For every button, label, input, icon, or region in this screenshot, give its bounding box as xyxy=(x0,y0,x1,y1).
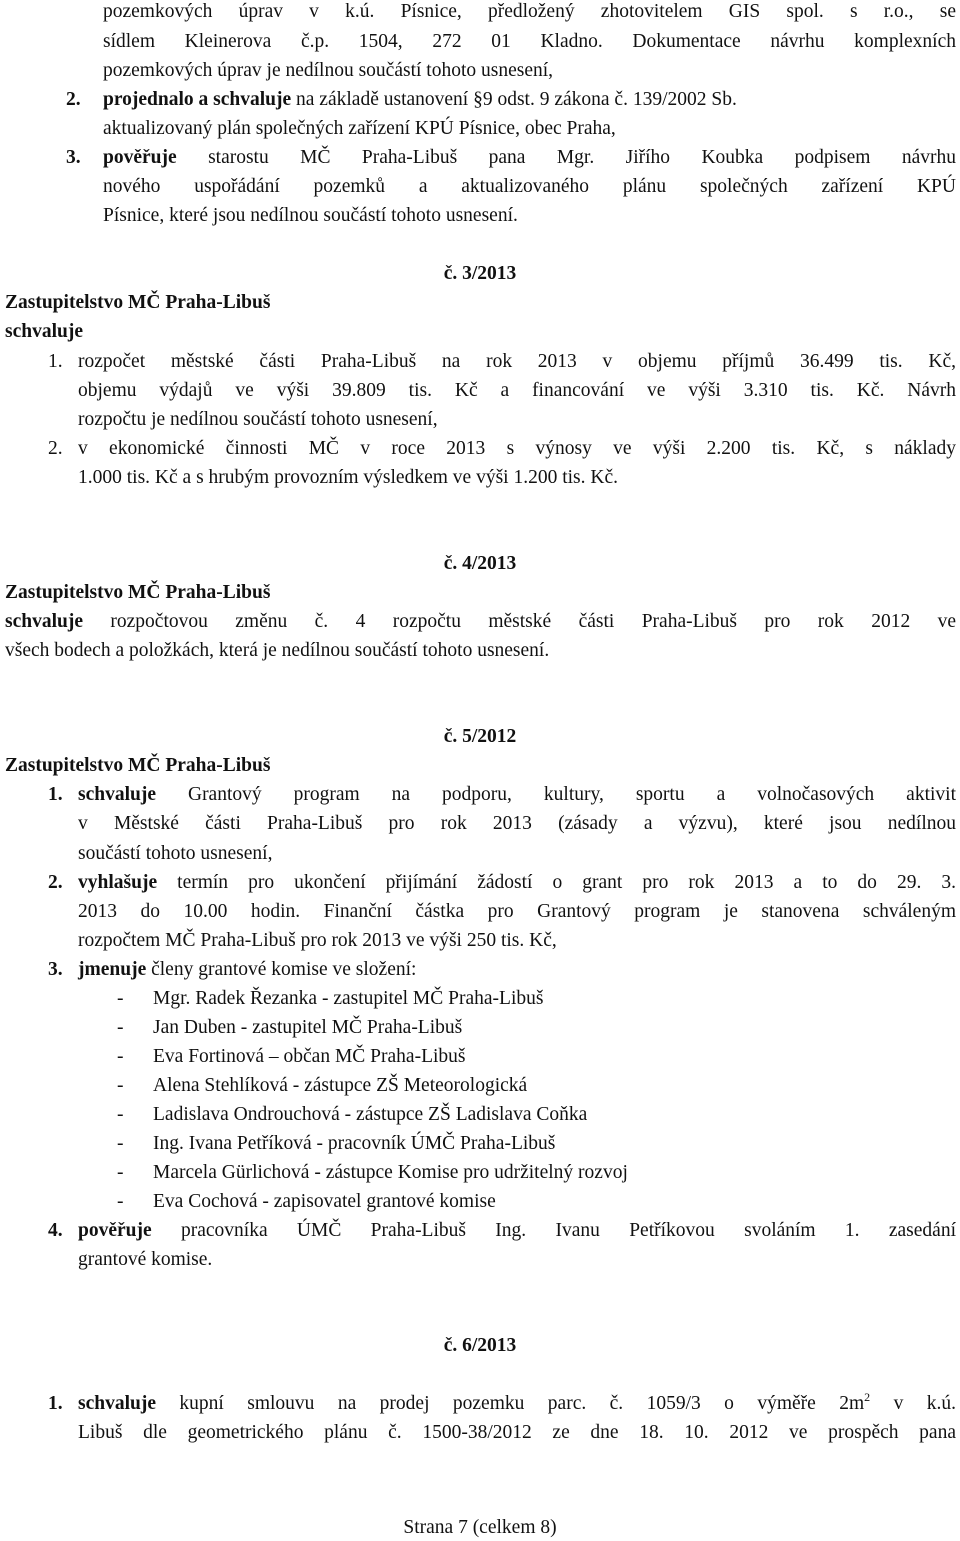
paragraph-line: objemu výdajů ve výši 39.809 tis. Kč a financování ve výši 3.310 tis. Kč. Návrh xyxy=(78,380,956,401)
text: rozpočtovou změnu č. 4 rozpočtu městské části Praha-Libuš pro rok 2012 ve xyxy=(83,611,956,632)
member-item: Marcela Gürlichová - zástupce Komise pro udržitelný rozvoj xyxy=(153,1162,628,1183)
paragraph-line xyxy=(78,785,956,805)
paragraph-line: Písnice, které jsou nedílnou součástí tohoto usnesení. xyxy=(103,205,518,226)
resolution-body: Zastupitelstvo MČ Praha-Libuš xyxy=(5,292,271,313)
text: Grantový program na podporu, kultury, sportu a volnočasových aktivit xyxy=(156,784,956,805)
verb: pověřuje xyxy=(103,147,177,168)
verb: jmenuje xyxy=(78,959,147,980)
list-dash: - xyxy=(117,1191,124,1212)
paragraph-line: rozpočtem MČ Praha-Libuš pro rok 2013 ve výši 250 tis. Kč, xyxy=(78,930,557,951)
verb: schvaluje xyxy=(78,1393,156,1414)
paragraph-line: sídlem Kleinerova č.p. 1504, 272 01 Kladno. Dokumentace návrhu komplexních xyxy=(103,31,956,52)
item-number: 3. xyxy=(48,959,63,980)
verb: projednalo a schvaluje xyxy=(103,89,292,110)
list-dash: - xyxy=(117,1017,124,1038)
paragraph-line xyxy=(103,148,956,168)
paragraph-line: v Městské části Praha-Libuš pro rok 2013 (zásady a výzvu), které jsou nedílnou xyxy=(78,813,956,834)
paragraph-line: všech bodech a položkách, která je nedílnou součástí tohoto usnesení. xyxy=(5,640,550,661)
resolution-body: Zastupitelstvo MČ Praha-Libuš xyxy=(5,755,271,776)
paragraph-line xyxy=(103,90,737,110)
verb: pověřuje xyxy=(78,1220,152,1241)
text: starostu MČ Praha-Libuš pana Mgr. Jiřího Koubka podpisem návrhu xyxy=(176,147,956,168)
resolution-number: č. 6/2013 xyxy=(443,1335,517,1356)
paragraph-line xyxy=(78,1221,956,1241)
paragraph-line: Libuš dle geometrického plánu č. 1500-38/2012 ze dne 18. 10. 2012 ve prospěch pana xyxy=(78,1422,956,1443)
paragraph-line: pozemkových úprav je nedílnou součástí tohoto usnesení, xyxy=(103,60,554,81)
resolution-verb: schvaluje xyxy=(5,321,83,342)
text: termín pro ukončení přijímání žádostí o grant pro rok 2013 a to do 29. 3. xyxy=(157,872,956,893)
paragraph-line: pozemkových úprav v k.ú. Písnice, předložený zhotovitelem GIS spol. s r.o., se xyxy=(103,1,956,22)
paragraph-line: aktualizovaný plán společných zařízení KPÚ Písnice, obec Praha, xyxy=(103,118,616,139)
item-number: 2. xyxy=(66,89,81,110)
item-number: 1. xyxy=(48,1393,63,1414)
paragraph-line: rozpočtu je nedílnou součástí tohoto usnesení, xyxy=(78,409,438,430)
member-item: Mgr. Radek Řezanka - zastupitel MČ Praha-Libuš xyxy=(153,988,544,1009)
resolution-body: Zastupitelstvo MČ Praha-Libuš xyxy=(5,582,271,603)
paragraph-line: nového uspořádání pozemků a aktualizovaného plánu společných zařízení KPÚ xyxy=(103,176,956,197)
paragraph-line: 2013 do 10.00 hodin. Finanční částka pro Grantový program je stanovena schváleným xyxy=(78,901,956,922)
paragraph-line: grantové komise. xyxy=(78,1249,213,1270)
paragraph-line: v ekonomické činnosti MČ v roce 2013 s výnosy ve výši 2.200 tis. Kč, s náklady xyxy=(78,438,956,459)
member-item: Alena Stehlíková - zástupce ZŠ Meteorologická xyxy=(153,1075,528,1096)
member-item: Ladislava Ondrouchová - zástupce ZŠ Ladislava Coňka xyxy=(153,1104,588,1125)
item-number: 1. xyxy=(48,784,63,805)
paragraph-line xyxy=(78,1390,957,1414)
paragraph-line xyxy=(78,960,416,980)
member-item: Ing. Ivana Petříková - pracovník ÚMČ Praha-Libuš xyxy=(153,1133,556,1154)
member-item: Eva Fortinová – občan MČ Praha-Libuš xyxy=(153,1046,466,1067)
list-dash: - xyxy=(117,1162,124,1183)
list-dash: - xyxy=(117,1075,124,1096)
verb: vyhlašuje xyxy=(78,872,158,893)
item-number: 1. xyxy=(48,351,63,372)
item-number: 2. xyxy=(48,438,63,459)
page-footer: Strana 7 (celkem 8) xyxy=(403,1517,557,1538)
paragraph-line: součástí tohoto usnesení, xyxy=(78,843,273,864)
text: kupní smlouvu na prodej pozemku parc. č. 1059/3 o výměře 2m xyxy=(156,1393,865,1414)
verb: schvaluje xyxy=(78,784,156,805)
text: členy grantové komise ve složení: xyxy=(146,959,417,980)
list-dash: - xyxy=(117,1046,124,1067)
item-number: 4. xyxy=(48,1220,63,1241)
resolution-number: č. 3/2013 xyxy=(443,263,517,284)
superscript: 2 xyxy=(864,1390,871,1404)
paragraph-line: 1.000 tis. Kč a s hrubým provozním výsledkem ve výši 1.200 tis. Kč. xyxy=(78,467,618,488)
text: v k.ú. xyxy=(870,1393,957,1414)
member-item: Eva Cochová - zapisovatel grantové komise xyxy=(153,1191,496,1212)
paragraph-line xyxy=(78,873,956,893)
paragraph-line xyxy=(5,612,956,632)
member-item: Jan Duben - zastupitel MČ Praha-Libuš xyxy=(153,1017,463,1038)
list-dash: - xyxy=(117,1133,124,1154)
list-dash: - xyxy=(117,1104,124,1125)
resolution-number: č. 5/2012 xyxy=(443,726,517,747)
verb: schvaluje xyxy=(5,611,83,632)
list-dash: - xyxy=(117,988,124,1009)
paragraph-line: rozpočet městské části Praha-Libuš na rok 2013 v objemu příjmů 36.499 tis. Kč, xyxy=(78,351,956,372)
resolution-number: č. 4/2013 xyxy=(443,553,517,574)
text: na základě ustanovení §9 odst. 9 zákona č. 139/2002 Sb. xyxy=(291,89,737,110)
text: pracovníka ÚMČ Praha-Libuš Ing. Ivanu Petříkovou svoláním 1. zasedání xyxy=(151,1220,956,1241)
item-number: 3. xyxy=(66,147,81,168)
item-number: 2. xyxy=(48,872,63,893)
